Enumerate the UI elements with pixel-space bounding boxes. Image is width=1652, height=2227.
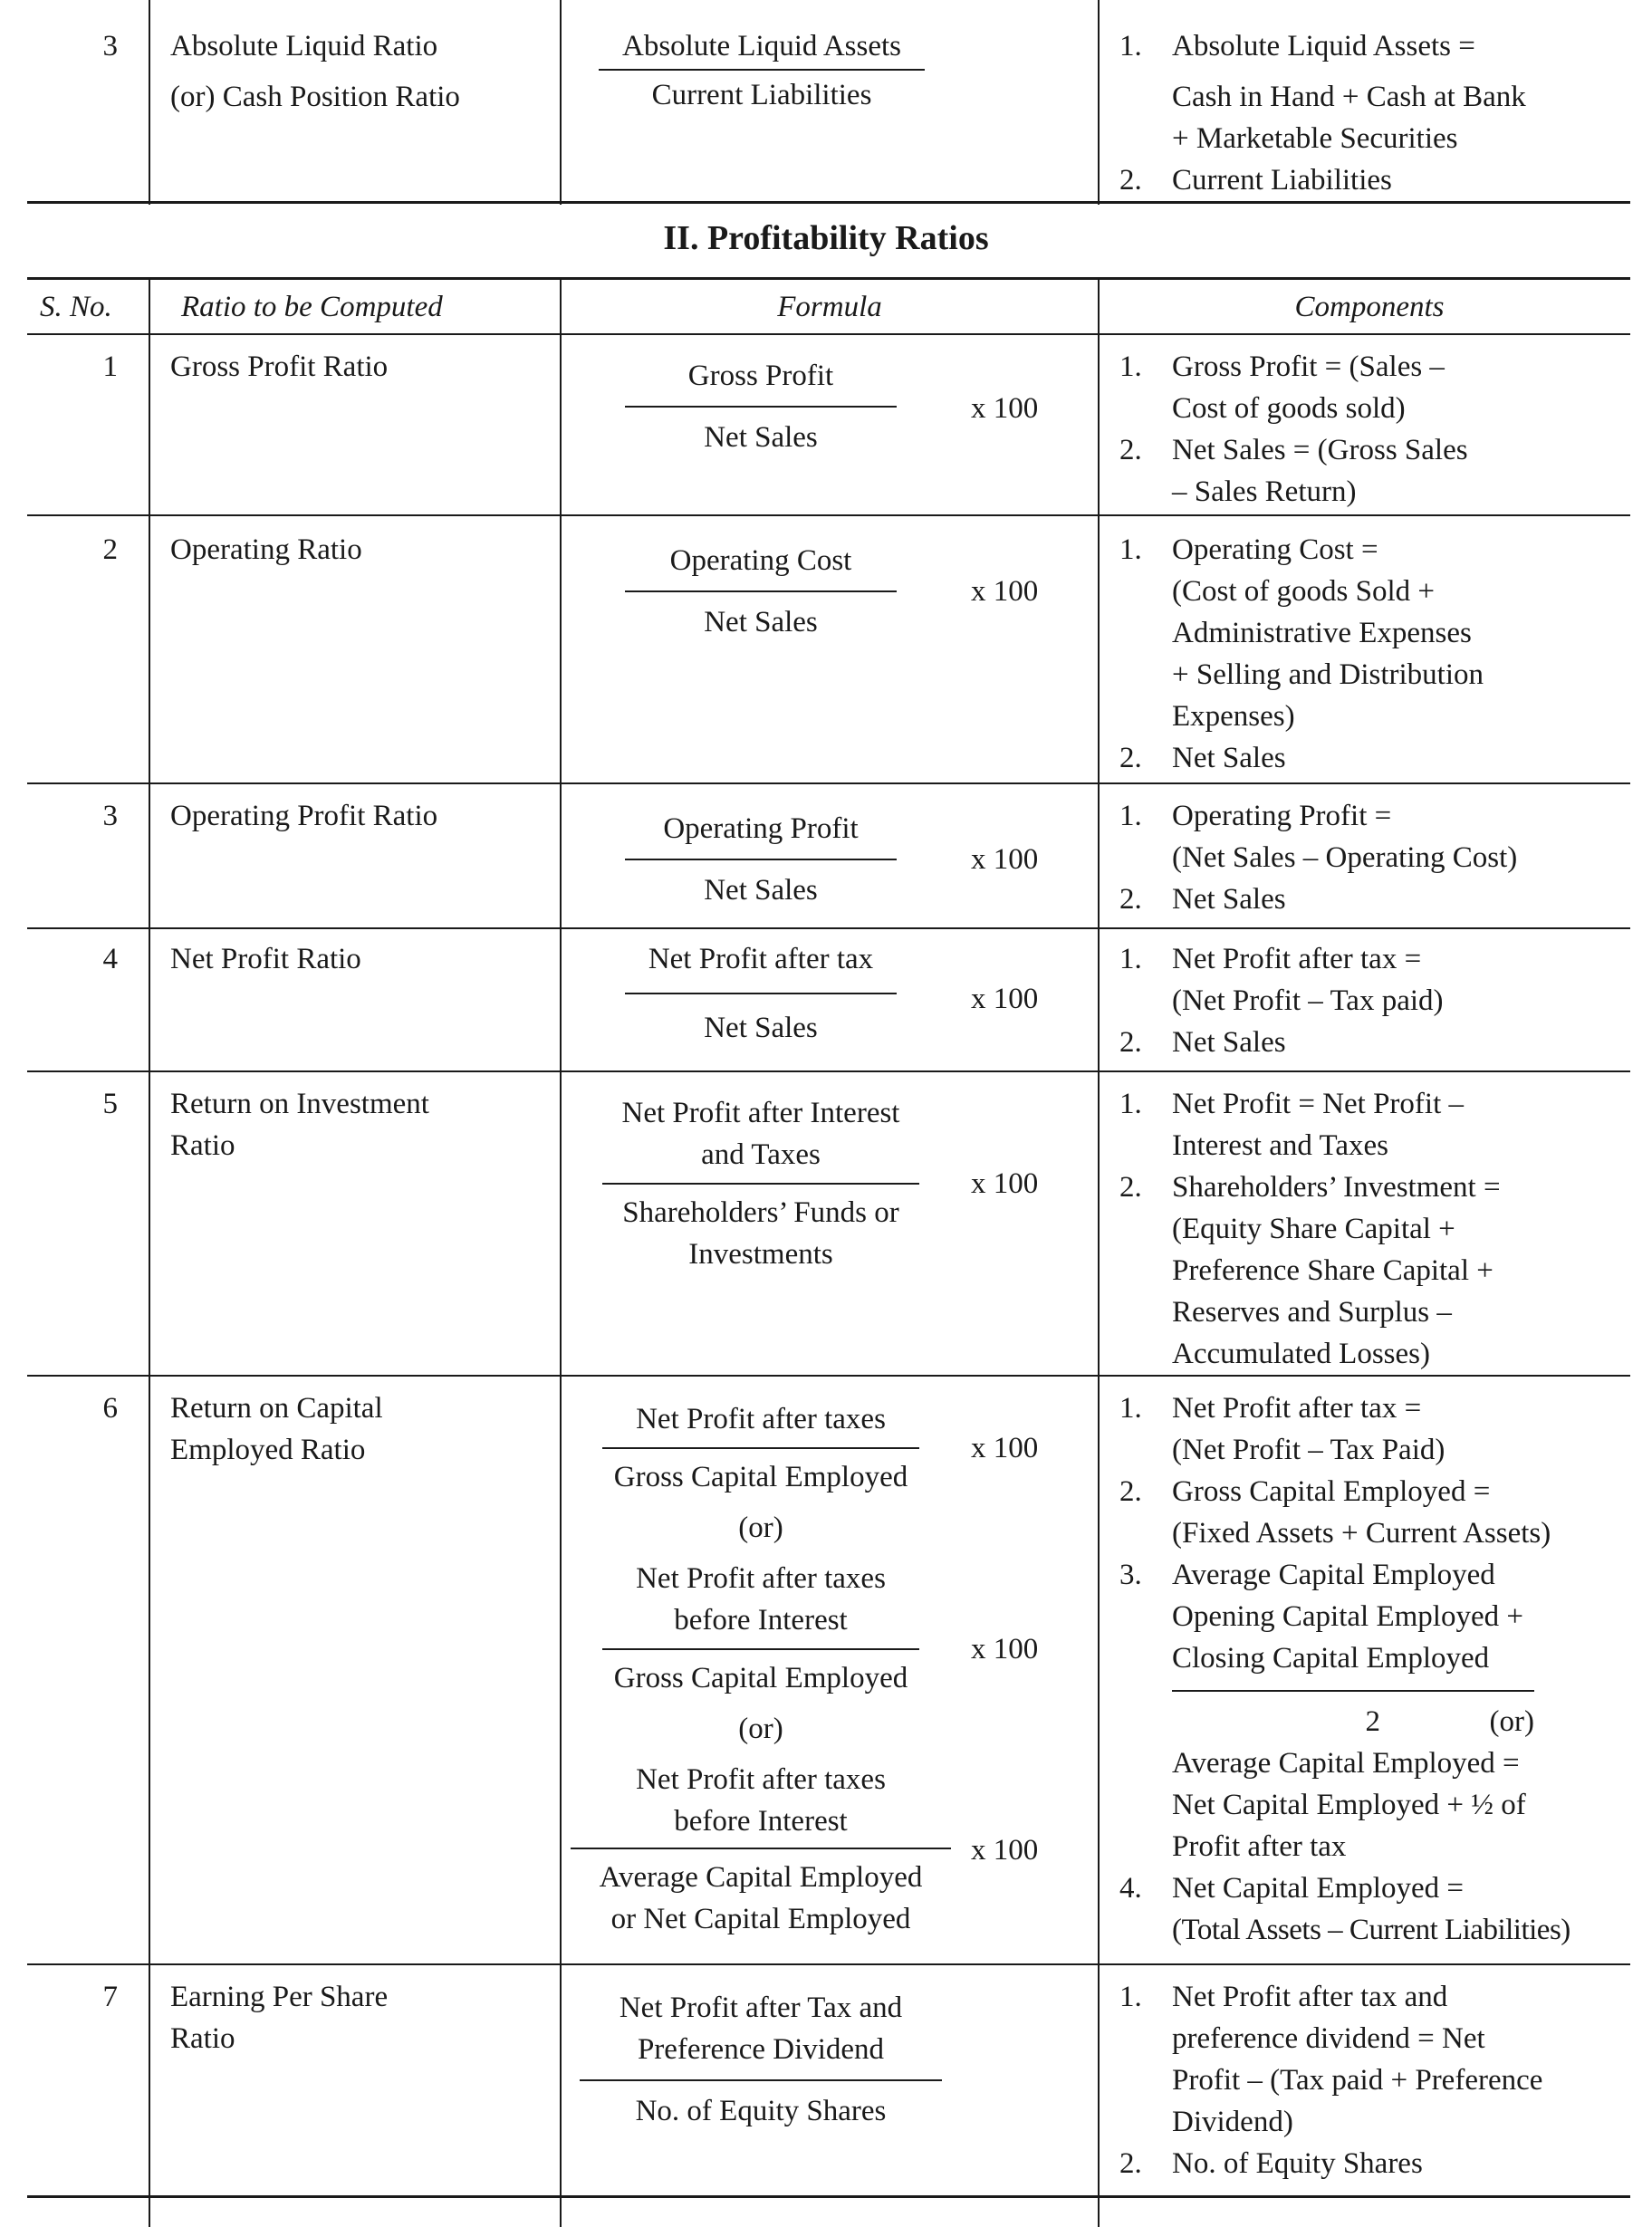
prev-row-ratio-line: Absolute Liquid Ratio <box>170 30 438 62</box>
component-item: 2. Current Liabilities <box>1119 164 1392 197</box>
fraction-bar <box>571 1848 951 1849</box>
formula-denominator: Gross Capital Employed <box>613 1461 908 1493</box>
component-item: 1. Operating Cost = (Cost of goods Sold + Administrative Expenses + Selling and Distribution Expenses) <box>1119 533 1484 733</box>
formula-fraction <box>562 1558 960 1699</box>
formula-denominator: Net Sales <box>704 421 818 454</box>
formula-numerator: before Interest <box>674 1604 848 1637</box>
formula-fraction <box>562 355 960 458</box>
rule-row-6 <box>27 1963 1630 1965</box>
formula-multiplier: x 100 <box>971 1167 1039 1200</box>
formula-numerator: Preference Dividend <box>637 2033 885 2066</box>
formula-fraction <box>562 1398 960 1498</box>
formula-or: (or) <box>738 1512 783 1544</box>
formula-denominator: Net Sales <box>704 874 818 907</box>
formula-fraction <box>562 938 960 1049</box>
average-fraction-denominator: 2 (or) <box>1365 1705 1534 1738</box>
fraction-bar <box>602 1447 919 1449</box>
average-capital-alt: Average Capital Employed = Net Capital Employed + ½ of Profit after tax <box>1172 1747 1526 1863</box>
formula-fraction <box>562 808 960 911</box>
component-item: 1. Absolute Liquid Assets = Cash in Hand + Cash at Bank + Marketable Securities <box>1119 30 1526 155</box>
fraction-bar <box>602 1648 919 1650</box>
fraction-bar <box>602 1183 919 1185</box>
formula-denominator: Average Capital Employed <box>599 1861 923 1894</box>
component-item: 1. Gross Profit = (Sales – Cost of goods sold) <box>1119 350 1445 425</box>
prev-formula-denominator: Current Liabilities <box>651 79 872 111</box>
rule-above-header <box>27 277 1630 280</box>
formula-numerator: Net Profit after taxes <box>636 1562 886 1595</box>
component-item: 2. Net Sales <box>1119 883 1286 916</box>
row-components <box>1119 529 1652 779</box>
fraction-bar <box>625 993 897 994</box>
formula-fraction <box>562 1987 960 2132</box>
row-ratio: Operating Ratio <box>170 533 362 566</box>
formula-multiplier: x 100 <box>971 843 1039 876</box>
row-sno: 4 <box>102 943 118 975</box>
row-sno: 7 <box>102 1981 118 2013</box>
component-item: 2. No. of Equity Shares <box>1119 2147 1423 2180</box>
component-item: 2. Shareholders’ Investment = (Equity Share Capital + Preference Share Capital + Reserves and Surplus – Accumulated Losses) <box>1119 1171 1501 1370</box>
rule-row-5 <box>27 1375 1630 1377</box>
rule-row-2 <box>27 782 1630 784</box>
row-sno: 5 <box>102 1088 118 1120</box>
formula-denominator: No. of Equity Shares <box>635 2095 887 2127</box>
component-item: 2. Net Sales <box>1119 1026 1286 1059</box>
prev-row-components <box>1119 25 1652 201</box>
row-ratio: Gross Profit Ratio <box>170 350 389 383</box>
formula-denominator: Investments <box>688 1238 833 1271</box>
rule-row-4 <box>27 1070 1630 1072</box>
component-item: 3. Average Capital Employed Opening Capital Employed + Closing Capital Employed <box>1119 1559 1523 1675</box>
formula-denominator: or Net Capital Employed <box>610 1903 911 1935</box>
row-components <box>1119 346 1652 513</box>
fraction-bar <box>625 859 897 860</box>
formula-fraction <box>562 1092 960 1275</box>
row-sno: 1 <box>102 350 118 383</box>
prev-row-sno: 3 <box>102 30 118 62</box>
formula-denominator: Gross Capital Employed <box>613 1662 908 1694</box>
row-sno: 3 <box>102 800 118 832</box>
formula-or: (or) <box>738 1713 783 1745</box>
prev-formula-numerator: Absolute Liquid Assets <box>621 30 901 62</box>
component-item: 2. Gross Capital Employed = (Fixed Assets + Current Assets) <box>1119 1475 1551 1550</box>
formula-fraction <box>562 1759 960 1940</box>
component-item: 4. Net Capital Employed = (Total Assets – Current Liabilities) <box>1119 1872 1570 1946</box>
formula-numerator: and Taxes <box>701 1138 821 1171</box>
formula-numerator: Net Profit after tax <box>648 943 874 975</box>
header-formula: Formula <box>777 291 882 323</box>
formula-numerator: Operating Cost <box>669 544 852 577</box>
component-item: 1. Net Profit after tax = (Net Profit – Tax paid) <box>1119 943 1444 1017</box>
formula-multiplier: x 100 <box>971 575 1039 608</box>
formula-numerator: Net Profit after taxes <box>636 1403 886 1435</box>
component-item: 2. Net Sales <box>1119 742 1286 774</box>
formula-multiplier: x 100 <box>971 392 1039 425</box>
row-ratio: Operating Profit Ratio <box>170 800 438 832</box>
prev-formula-fraction <box>581 25 942 116</box>
fraction-bar <box>625 590 897 592</box>
formula-denominator: Net Sales <box>704 1012 818 1044</box>
fraction-bar <box>580 2079 942 2081</box>
formula-numerator: Gross Profit <box>687 360 834 392</box>
formula-multiplier: x 100 <box>971 1633 1039 1665</box>
prev-formula-bar <box>599 69 925 71</box>
header-ratio: Ratio to be Computed <box>181 291 443 323</box>
formula-numerator: Operating Profit <box>663 812 859 845</box>
component-item: 1. Operating Profit = (Net Sales – Operating Cost) <box>1119 800 1518 874</box>
row-ratio: Earning Per Share Ratio <box>170 1981 389 2055</box>
section-title: II. Profitability Ratios <box>663 219 989 257</box>
component-item: 1. Net Profit = Net Profit – Interest and Taxes <box>1119 1088 1464 1162</box>
formula-multiplier: x 100 <box>971 983 1039 1015</box>
row-sno: 2 <box>102 533 118 566</box>
row-sno: 6 <box>102 1392 118 1425</box>
formula-numerator: before Interest <box>674 1805 848 1838</box>
row-ratio: Net Profit Ratio <box>170 943 361 975</box>
average-fraction-bar <box>1172 1690 1534 1692</box>
rule-after-prev-row <box>27 201 1630 204</box>
formula-denominator: Shareholders’ Funds or <box>622 1196 899 1229</box>
rule-row-3 <box>27 927 1630 929</box>
header-components: Components <box>1294 291 1445 323</box>
row-components <box>1119 1387 1652 1951</box>
formula-numerator: Net Profit after taxes <box>636 1763 886 1796</box>
fraction-bar <box>625 406 897 408</box>
rule-row-7 <box>27 2195 1630 2198</box>
formula-multiplier: x 100 <box>971 1432 1039 1464</box>
component-item: 1. Net Profit after tax and preference dividend = Net Profit – (Tax paid + Preference Dividend) <box>1119 1981 1543 2138</box>
formula-numerator: Net Profit after Tax and <box>619 1992 903 2024</box>
formula-denominator: Net Sales <box>704 606 818 638</box>
prev-row-ratio <box>170 25 551 118</box>
rule-row-1 <box>27 514 1630 516</box>
row-components <box>1119 795 1652 920</box>
row-ratio: Return on Capital Employed Ratio <box>170 1392 383 1466</box>
prev-row-ratio-line: (or) Cash Position Ratio <box>170 81 460 113</box>
row-components <box>1119 1083 1652 1375</box>
header-sno: S. No. <box>40 291 112 323</box>
component-item: 2. Net Sales = (Gross Sales – Sales Return) <box>1119 434 1468 508</box>
component-item: 1. Net Profit after tax = (Net Profit – Tax Paid) <box>1119 1392 1446 1466</box>
formula-numerator: Net Profit after Interest <box>621 1097 900 1129</box>
rule-below-header <box>27 333 1630 335</box>
row-components <box>1119 1976 1652 2184</box>
row-components <box>1119 938 1652 1063</box>
row-ratio: Return on Investment Ratio <box>170 1088 429 1162</box>
formula-fraction <box>562 540 960 643</box>
formula-multiplier: x 100 <box>971 1834 1039 1867</box>
